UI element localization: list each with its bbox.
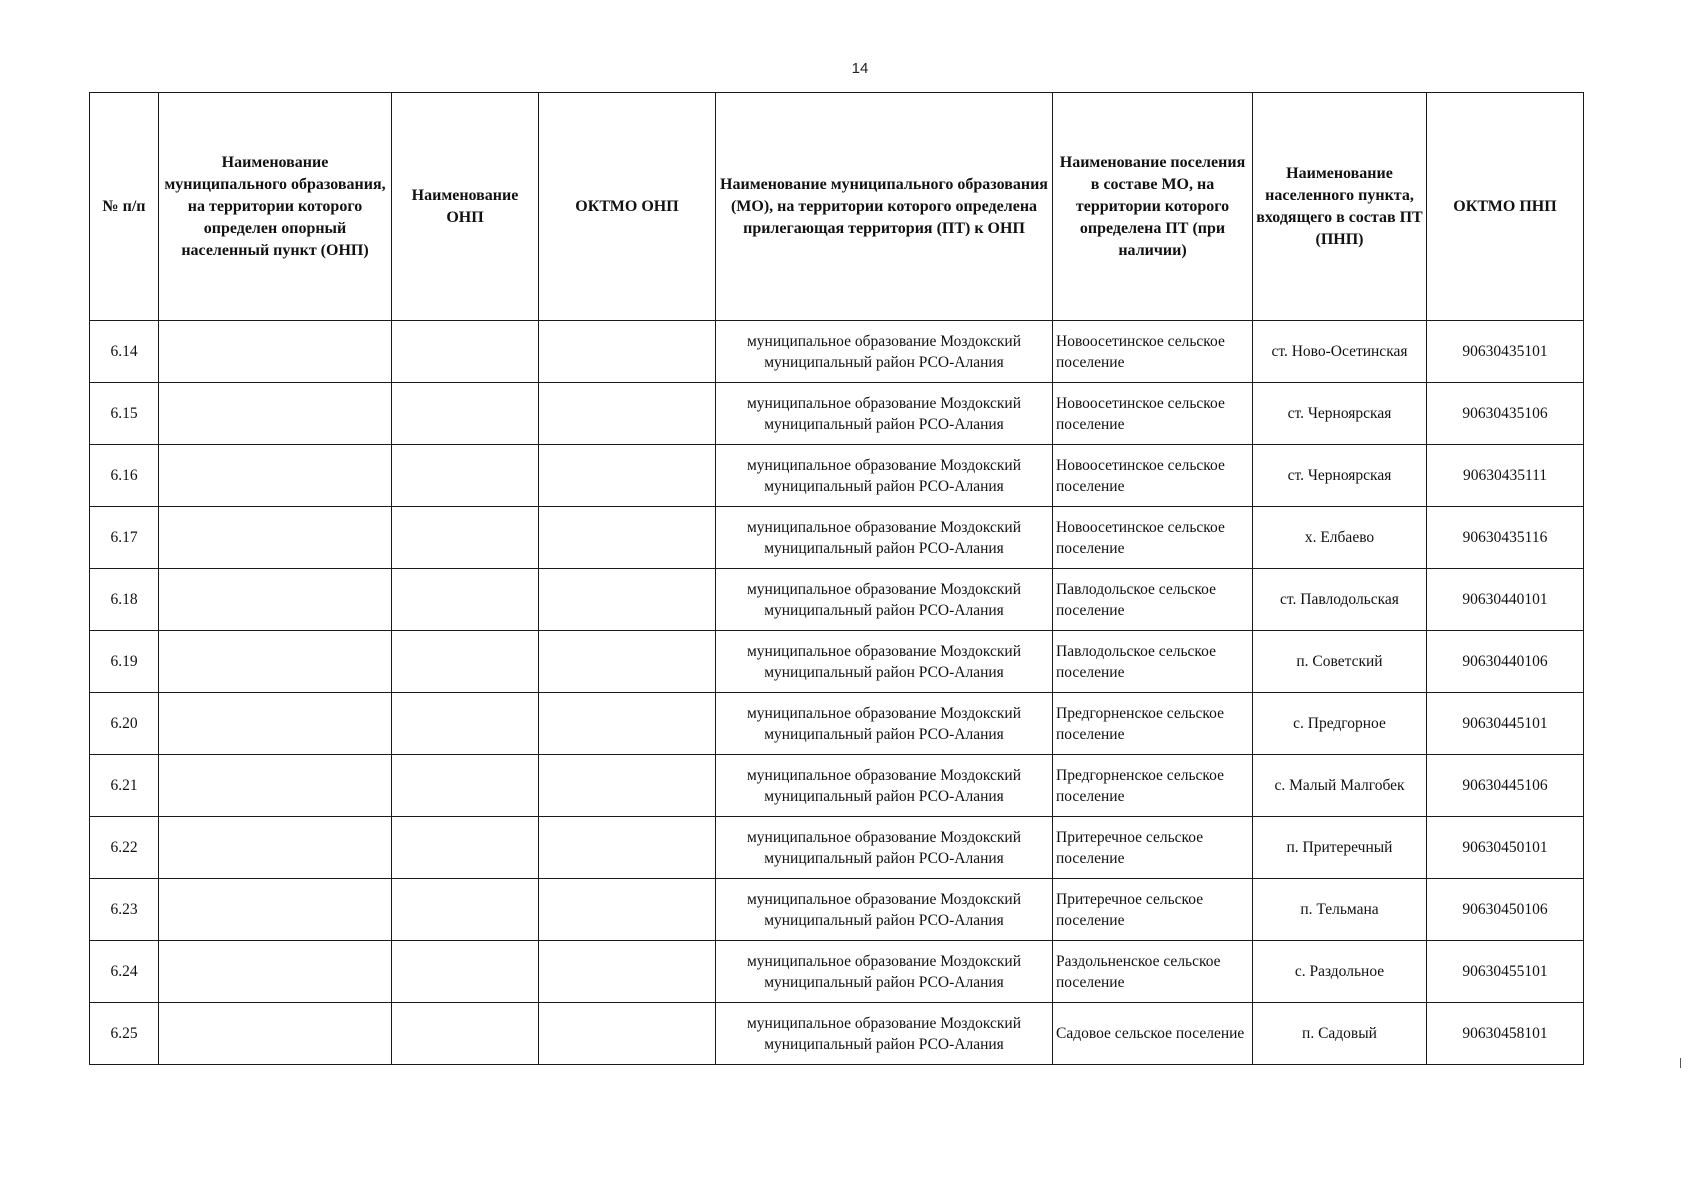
cell-onp	[392, 755, 539, 817]
cell-oktmo-pnp: 90630435111	[1427, 445, 1584, 507]
cell-oktmo-pnp: 90630445106	[1427, 755, 1584, 817]
cell-mo-pt: муниципальное образование Моздокский муниципальный район РСО-Алания	[716, 445, 1053, 507]
cell-mo-onp	[159, 755, 392, 817]
cell-settlement: Притеречное сельское поселение	[1053, 817, 1253, 879]
table-row	[90, 817, 1584, 879]
table-row	[90, 1003, 1584, 1065]
cell-mo-pt: муниципальное образование Моздокский муниципальный район РСО-Алания	[716, 879, 1053, 941]
cell-pnp: п. Тельмана	[1253, 879, 1427, 941]
cell-settlement: Притеречное сельское поселение	[1053, 879, 1253, 941]
cell-settlement: Новоосетинское сельское поселение	[1053, 383, 1253, 445]
cell-num: 6.23	[90, 879, 159, 941]
cell-mo-pt: муниципальное образование Моздокский муниципальный район РСО-Алания	[716, 631, 1053, 693]
cell-mo-onp	[159, 631, 392, 693]
table-row	[90, 631, 1584, 693]
cell-oktmo-pnp: 90630445101	[1427, 693, 1584, 755]
cell-mo-onp	[159, 879, 392, 941]
cell-mo-pt: муниципальное образование Моздокский муниципальный район РСО-Алания	[716, 755, 1053, 817]
cell-pnp: п. Советский	[1253, 631, 1427, 693]
cell-oktmo-onp	[539, 1003, 716, 1065]
header-settlement: Наименование поселения в составе МО, на территории которого определена ПТ (при наличии)	[1053, 93, 1253, 321]
cell-pnp: ст. Ново-Осетинская	[1253, 321, 1427, 383]
table-row	[90, 445, 1584, 507]
cell-num: 6.21	[90, 755, 159, 817]
cell-onp	[392, 631, 539, 693]
cell-num: 6.15	[90, 383, 159, 445]
cell-mo-pt: муниципальное образование Моздокский муниципальный район РСО-Алания	[716, 693, 1053, 755]
cell-mo-pt: муниципальное образование Моздокский муниципальный район РСО-Алания	[716, 321, 1053, 383]
cell-oktmo-pnp: 90630450106	[1427, 879, 1584, 941]
cell-mo-onp	[159, 569, 392, 631]
settlements-table	[89, 92, 1584, 1065]
cell-pnp: п. Притеречный	[1253, 817, 1427, 879]
cell-settlement: Павлодольское сельское поселение	[1053, 569, 1253, 631]
cell-mo-onp	[159, 321, 392, 383]
table-body	[90, 321, 1584, 1065]
table-row	[90, 941, 1584, 1003]
cell-pnp: с. Малый Малгобек	[1253, 755, 1427, 817]
cell-oktmo-onp	[539, 383, 716, 445]
cell-settlement: Новоосетинское сельское поселение	[1053, 321, 1253, 383]
cell-pnp: п. Садовый	[1253, 1003, 1427, 1065]
cell-settlement: Раздольненское сельское поселение	[1053, 941, 1253, 1003]
cell-mo-onp	[159, 1003, 392, 1065]
cell-oktmo-pnp: 90630435101	[1427, 321, 1584, 383]
table-row	[90, 755, 1584, 817]
cell-onp	[392, 445, 539, 507]
cell-onp	[392, 693, 539, 755]
cell-num: 6.25	[90, 1003, 159, 1065]
cell-oktmo-onp	[539, 507, 716, 569]
header-onp: Наименование ОНП	[392, 93, 539, 321]
cell-onp	[392, 941, 539, 1003]
cell-mo-onp	[159, 693, 392, 755]
table-row	[90, 569, 1584, 631]
table-row	[90, 693, 1584, 755]
cell-mo-pt: муниципальное образование Моздокский муниципальный район РСО-Алания	[716, 569, 1053, 631]
cell-mo-pt: муниципальное образование Моздокский муниципальный район РСО-Алания	[716, 507, 1053, 569]
cell-pnp: ст. Черноярская	[1253, 445, 1427, 507]
cell-oktmo-onp	[539, 445, 716, 507]
cell-settlement: Предгорненское сельское поселение	[1053, 693, 1253, 755]
cell-mo-onp	[159, 445, 392, 507]
cell-onp	[392, 569, 539, 631]
page-number: 14	[851, 60, 869, 77]
table-header	[90, 93, 1584, 321]
cell-oktmo-pnp: 90630435106	[1427, 383, 1584, 445]
cell-onp	[392, 817, 539, 879]
cell-onp	[392, 383, 539, 445]
cell-pnp: ст. Павлодольская	[1253, 569, 1427, 631]
scan-mark	[1680, 1058, 1681, 1068]
cell-settlement: Павлодольское сельское поселение	[1053, 631, 1253, 693]
header-num: № п/п	[90, 93, 159, 321]
cell-num: 6.18	[90, 569, 159, 631]
cell-mo-onp	[159, 383, 392, 445]
cell-onp	[392, 507, 539, 569]
cell-oktmo-onp	[539, 817, 716, 879]
cell-num: 6.20	[90, 693, 159, 755]
cell-mo-pt: муниципальное образование Моздокский муниципальный район РСО-Алания	[716, 1003, 1053, 1065]
cell-oktmo-onp	[539, 755, 716, 817]
cell-oktmo-onp	[539, 879, 716, 941]
cell-settlement: Предгорненское сельское поселение	[1053, 755, 1253, 817]
cell-mo-onp	[159, 507, 392, 569]
cell-oktmo-pnp: 90630440101	[1427, 569, 1584, 631]
header-oktmo-pnp: ОКТМО ПНП	[1427, 93, 1584, 321]
cell-oktmo-pnp: 90630450101	[1427, 817, 1584, 879]
table-row	[90, 383, 1584, 445]
cell-oktmo-onp	[539, 693, 716, 755]
cell-onp	[392, 1003, 539, 1065]
header-pnp: Наименование населенного пункта, входящего в состав ПТ (ПНП)	[1253, 93, 1427, 321]
cell-oktmo-onp	[539, 631, 716, 693]
cell-num: 6.14	[90, 321, 159, 383]
cell-num: 6.16	[90, 445, 159, 507]
cell-num: 6.24	[90, 941, 159, 1003]
cell-pnp: с. Предгорное	[1253, 693, 1427, 755]
cell-pnp: с. Раздольное	[1253, 941, 1427, 1003]
cell-onp	[392, 879, 539, 941]
cell-oktmo-pnp: 90630455101	[1427, 941, 1584, 1003]
cell-settlement: Садовое сельское поселение	[1053, 1003, 1253, 1065]
cell-oktmo-pnp: 90630440106	[1427, 631, 1584, 693]
cell-oktmo-onp	[539, 569, 716, 631]
cell-num: 6.17	[90, 507, 159, 569]
cell-num: 6.22	[90, 817, 159, 879]
cell-num: 6.19	[90, 631, 159, 693]
header-oktmo-onp: ОКТМО ОНП	[539, 93, 716, 321]
table-row	[90, 879, 1584, 941]
cell-pnp: ст. Черноярская	[1253, 383, 1427, 445]
header-mo-onp: Наименование муниципального образования, на территории которого определен опорный населенный пункт (ОНП)	[159, 93, 392, 321]
cell-mo-onp	[159, 941, 392, 1003]
cell-oktmo-onp	[539, 941, 716, 1003]
cell-mo-pt: муниципальное образование Моздокский муниципальный район РСО-Алания	[716, 941, 1053, 1003]
cell-settlement: Новоосетинское сельское поселение	[1053, 445, 1253, 507]
cell-oktmo-pnp: 90630458101	[1427, 1003, 1584, 1065]
header-mo-pt: Наименование муниципального образования (МО), на территории которого определена прилегающая территория (ПТ) к ОНП	[716, 93, 1053, 321]
table-row	[90, 507, 1584, 569]
cell-mo-pt: муниципальное образование Моздокский муниципальный район РСО-Алания	[716, 383, 1053, 445]
cell-oktmo-onp	[539, 321, 716, 383]
cell-mo-onp	[159, 817, 392, 879]
header-row	[90, 93, 1584, 321]
cell-settlement: Новоосетинское сельское поселение	[1053, 507, 1253, 569]
cell-mo-pt: муниципальное образование Моздокский муниципальный район РСО-Алания	[716, 817, 1053, 879]
table-row	[90, 321, 1584, 383]
cell-oktmo-pnp: 90630435116	[1427, 507, 1584, 569]
cell-pnp: х. Елбаево	[1253, 507, 1427, 569]
cell-onp	[392, 321, 539, 383]
